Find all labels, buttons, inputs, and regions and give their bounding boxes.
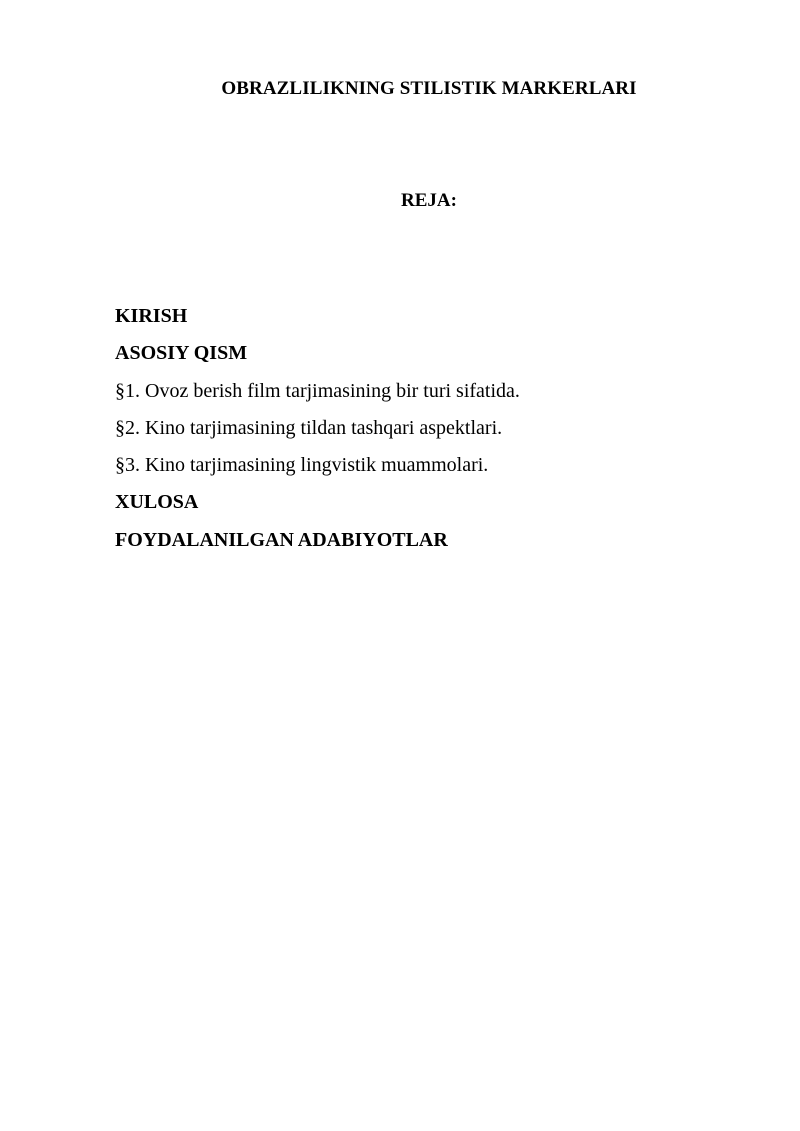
toc-item-section-1: §1. Ovoz berish film tarjimasining bir turi sifatida. (115, 379, 520, 402)
toc-item-section-3: §3. Kino tarjimasining lingvistik muammolari. (115, 454, 489, 477)
toc-item-conclusion: XULOSA (115, 491, 199, 514)
plan-heading: REJA: (401, 190, 457, 211)
toc-item-introduction: KIRISH (115, 305, 188, 327)
document-title: OBRAZLILIKNING STILISTIK MARKERLARI (221, 78, 637, 99)
toc-item-references: FOYDALANILGAN ADABIYOTLAR (115, 528, 448, 551)
toc-item-main-part: ASOSIY QISM (115, 342, 248, 365)
toc-item-section-2: §2. Kino tarjimasining tildan tashqari aspektlari. (115, 416, 503, 439)
table-of-contents (115, 298, 735, 559)
